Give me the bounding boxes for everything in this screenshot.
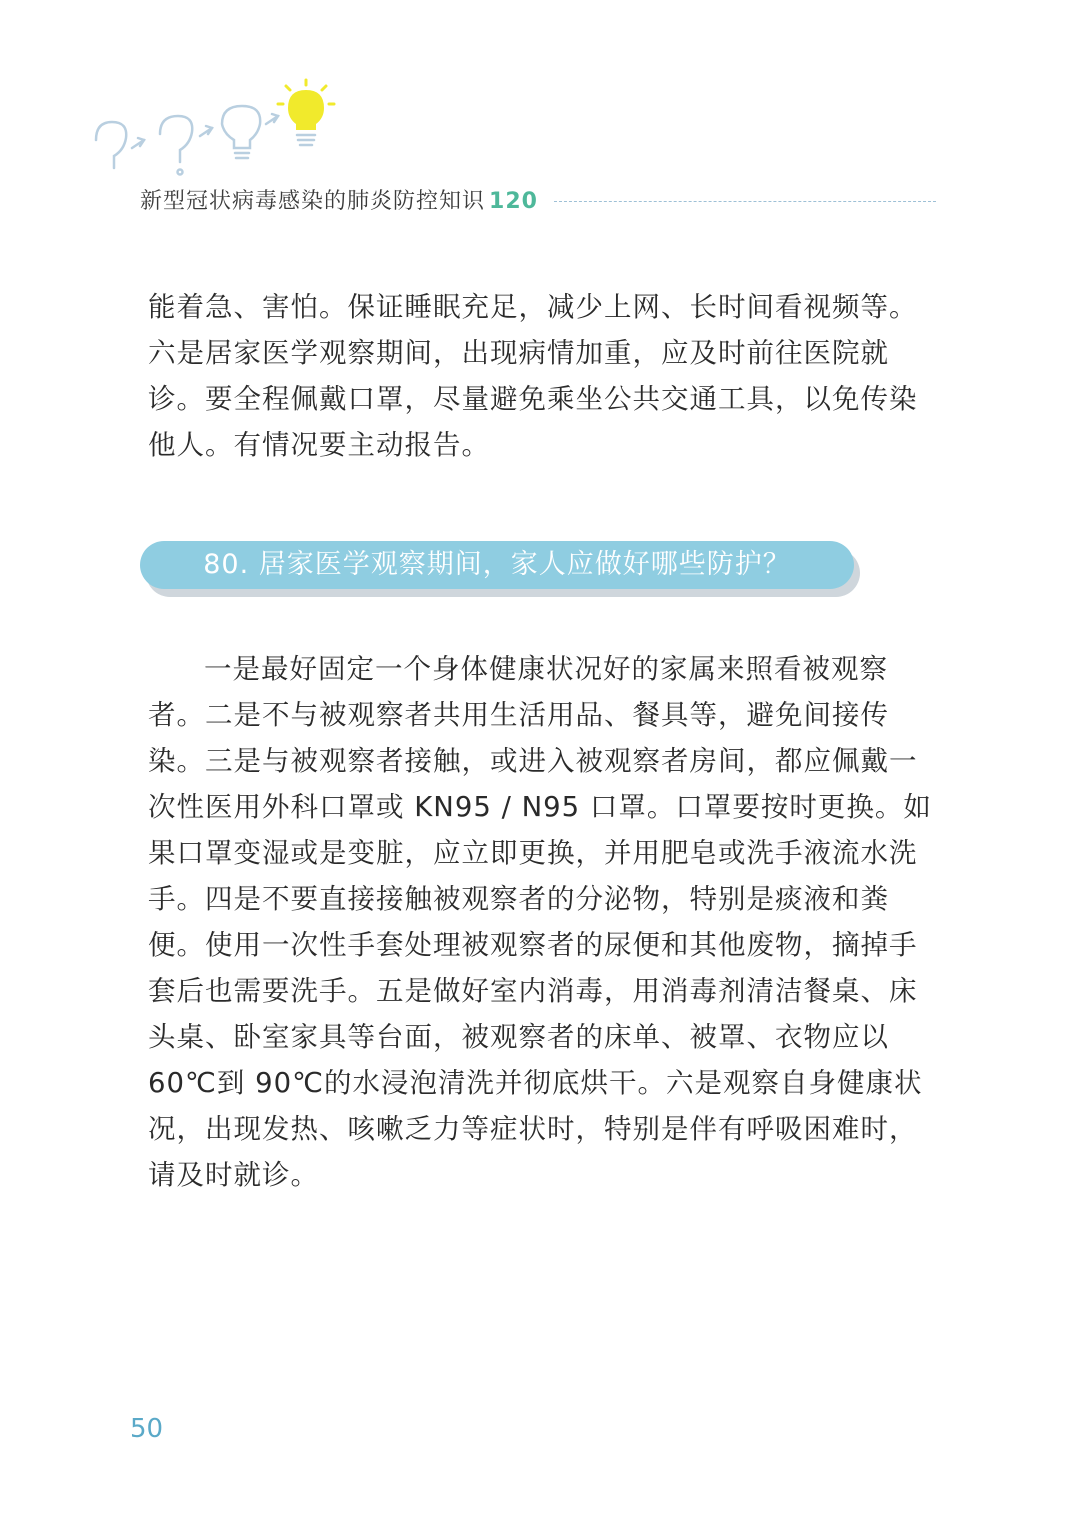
header-number: 120: [489, 189, 538, 214]
page-number: 50: [130, 1414, 164, 1444]
question-to-lightbulb-icon: [82, 78, 352, 188]
answer-paragraph: 一是最好固定一个身体健康状况好的家属来照看被观察者。二是不与被观察者共用生活用品、餐具等，避免间接传染。三是与被观察者接触，或进入被观察者房间，都应佩戴一次性医用外科口罩或 KN95 / N95 口罩。口罩要按时更换。如果口罩变湿或是变脏，应立即更换，并用肥皂或洗手液流水洗手。四是不要直接接触被观察者的分泌物，特别是痰液和粪便。使用一次性手套处理被观察者的尿便和其他废物，摘掉手套后也需要洗手。五是做好室内消毒，用消毒剂清洁餐桌、床头桌、卧室家具等台面，被观察者的床单、被罩、衣物应以 60℃到 90℃的水浸泡清洗并彻底烘干。六是观察自身健康状况，出现发热、咳嗽乏力等症状时，特别是伴有呼吸困难时，请及时就诊。: [148, 653, 932, 1191]
question-title: 80. 居家医学观察期间，家人应做好哪些防护？: [140, 541, 854, 589]
running-header: [140, 180, 940, 216]
body-paragraph-continued: 能着急、害怕。保证睡眠充足，减少上网、长时间看视频等。六是居家医学观察期间，出现病情加重，应及时前往医院就诊。要全程佩戴口罩，尽量避免乘坐公共交通工具，以免传染他人。有情况要主动报告。: [148, 291, 918, 461]
question-banner: [140, 541, 862, 597]
header-divider: [554, 201, 936, 202]
header-title: 新型冠状病毒感染的肺炎防控知识 120: [140, 189, 538, 214]
